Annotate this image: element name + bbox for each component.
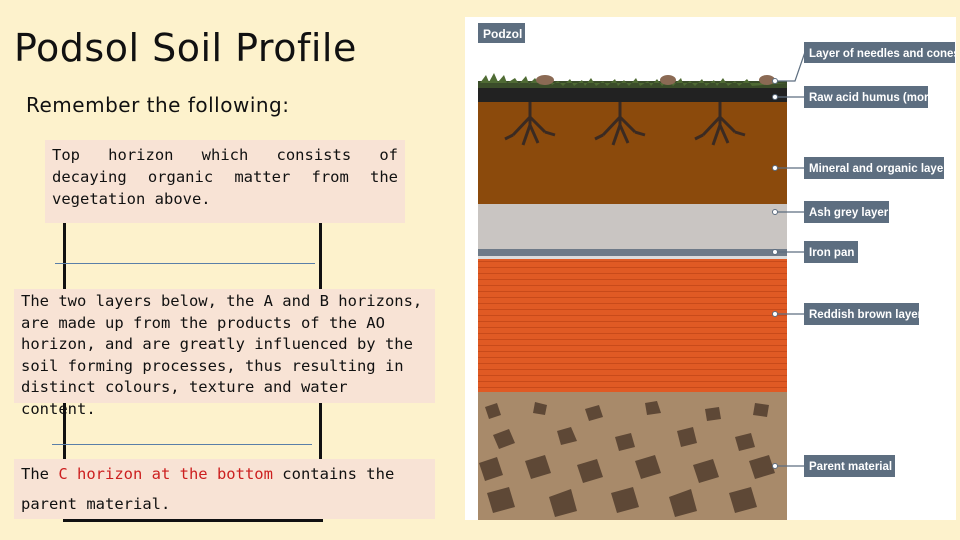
reddish-brown-layer <box>478 259 787 392</box>
label-parent-material: Parent material <box>809 461 893 473</box>
c-note-text-after: contains the parent material. <box>21 465 395 513</box>
iron-pan-layer <box>478 249 787 256</box>
bracket-left-top <box>63 223 66 289</box>
label-ash-grey: Ash grey layer <box>809 207 889 219</box>
label-raw-humus: Raw acid humus (mor) <box>809 92 933 104</box>
bracket-right-mid <box>319 403 322 459</box>
ash-grey-layer <box>478 204 787 249</box>
label-reddish-brown: Reddish brown layer <box>809 309 923 321</box>
bracket-bottom <box>63 519 323 522</box>
needle-layer <box>478 73 787 88</box>
label-needles-cones: Layer of needles and cones <box>809 48 956 60</box>
bracket-right-top <box>319 223 322 289</box>
label-iron-pan: Iron pan <box>809 247 855 259</box>
connector-line-2 <box>52 444 312 445</box>
c-horizon-note <box>14 459 435 519</box>
label-mineral-organic: Mineral and organic layer <box>809 163 948 175</box>
connector-line-1 <box>55 263 315 264</box>
top-horizon-note: Top horizon which consists of decaying organic matter from the vegetation above. <box>45 140 405 223</box>
humus-layer <box>478 88 787 102</box>
slide-title: Podsol Soil Profile <box>14 26 357 70</box>
diagram-heading: Podzol <box>483 27 523 41</box>
slide-subtitle: Remember the following: <box>26 93 290 117</box>
c-horizon-highlight: C horizon at the bottom <box>58 465 273 483</box>
mineral-organic-layer <box>478 102 787 204</box>
c-note-text-before: The <box>21 465 59 483</box>
ab-horizon-note: The two layers below, the A and B horizons, are made up from the products of the AO horizon, and are greatly influenced by the soil forming processes, thus resulting in distinct colours, texture and water content. <box>14 289 435 403</box>
podzol-diagram <box>465 17 956 520</box>
